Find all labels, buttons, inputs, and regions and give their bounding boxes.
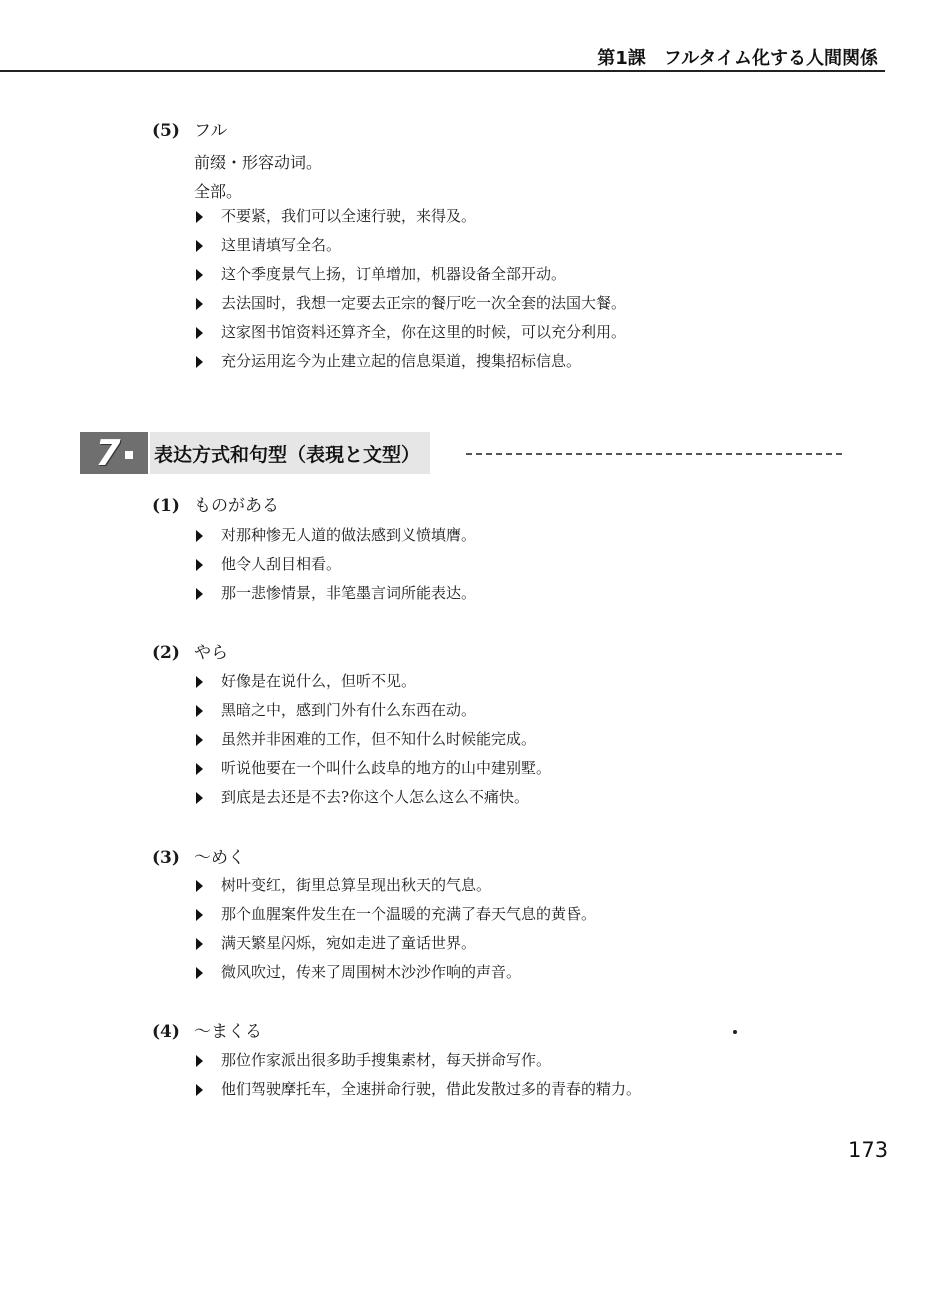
- pattern-heading: [152, 1017, 262, 1042]
- pattern-term: ～めく: [194, 848, 245, 868]
- bullet-icon: [196, 530, 203, 542]
- pattern-term: やら: [194, 643, 228, 663]
- example-item: [196, 521, 476, 550]
- example-text: 这里请填写全名。: [221, 236, 342, 254]
- vocab-heading: [152, 116, 227, 141]
- bullet-icon: [196, 734, 203, 746]
- example-text: 那个血腥案件发生在一个温暖的充满了春天气息的黄昏。: [221, 905, 597, 923]
- vocab-definition: 前缀・形容动词。: [194, 153, 323, 172]
- example-text: 这家图书馆资料还算齐全，你在这里的时候，可以充分利用。: [221, 323, 627, 341]
- example-item: [196, 347, 626, 376]
- example-item: [196, 871, 596, 900]
- chapter-title: 第1課 フルタイム化する人間関係: [597, 48, 878, 69]
- example-item: [196, 754, 551, 783]
- example-text: 对那种惨无人道的做法感到义愤填膺。: [221, 526, 477, 544]
- pattern-heading: [152, 638, 228, 663]
- example-text: 好像是在说什么，但听不见。: [221, 672, 417, 690]
- bullet-icon: [196, 356, 203, 368]
- example-item: [196, 1046, 641, 1075]
- example-text: 不要紧，我们可以全速行驶，来得及。: [221, 207, 477, 225]
- pattern-number: (4): [152, 1022, 180, 1042]
- section-dash-rule: [466, 453, 842, 455]
- page-number: 173: [848, 1138, 889, 1162]
- bullet-icon: [196, 588, 203, 600]
- example-item: [196, 318, 626, 347]
- vocab-meaning: 全部。: [194, 182, 243, 201]
- vocab-number: (5): [152, 121, 180, 141]
- bullet-icon: [196, 967, 203, 979]
- bullet-icon: [196, 269, 203, 281]
- example-item: [196, 579, 476, 608]
- bullet-icon: [196, 211, 203, 223]
- section-title: 表达方式和句型（表現と文型）: [150, 432, 430, 474]
- example-item: [196, 550, 476, 579]
- ink-dot: [733, 1030, 737, 1034]
- bullet-icon: [196, 559, 203, 571]
- example-text: 他令人刮目相看。: [221, 555, 342, 573]
- example-item: [196, 1075, 641, 1104]
- pattern-number: (1): [152, 496, 180, 516]
- example-item: [196, 202, 626, 231]
- example-item: [196, 900, 596, 929]
- example-text: 到底是去还是不去?你这个人怎么这么不痛快。: [221, 788, 530, 806]
- example-item: [196, 667, 551, 696]
- example-item: [196, 783, 551, 812]
- example-text: 充分运用迄今为止建立起的信息渠道，搜集招标信息。: [221, 352, 582, 370]
- pattern-heading: [152, 843, 245, 868]
- example-item: [196, 260, 626, 289]
- bullet-icon: [196, 676, 203, 688]
- pattern-heading: [152, 491, 279, 516]
- pattern-example-list: [196, 667, 551, 812]
- example-text: 去法国时，我想一定要去正宗的餐厅吃一次全套的法国大餐。: [221, 294, 627, 312]
- example-text: 树叶变红，街里总算呈现出秋天的气息。: [221, 876, 492, 894]
- pattern-number: (3): [152, 848, 180, 868]
- pattern-example-list: [196, 1046, 641, 1104]
- section-number: 7: [95, 432, 119, 474]
- bullet-icon: [196, 763, 203, 775]
- example-text: 微风吹过，传来了周围树木沙沙作响的声音。: [221, 963, 522, 981]
- example-item: [196, 958, 596, 987]
- bullet-icon: [196, 792, 203, 804]
- example-item: [196, 696, 551, 725]
- example-item: [196, 231, 626, 260]
- vocab-term: フル: [194, 121, 228, 141]
- bullet-icon: [196, 1084, 203, 1096]
- pattern-term: ものがある: [194, 496, 279, 516]
- bullet-icon: [196, 909, 203, 921]
- bullet-icon: [196, 1055, 203, 1067]
- example-text: 黑暗之中，感到门外有什么东西在动。: [221, 701, 477, 719]
- bullet-icon: [196, 880, 203, 892]
- pattern-example-list: [196, 871, 596, 987]
- header-rule: [0, 70, 885, 72]
- pattern-number: (2): [152, 643, 180, 663]
- example-text: 听说他要在一个叫什么歧阜的地方的山中建别墅。: [221, 759, 552, 777]
- section-number-badge: [80, 432, 148, 474]
- example-text: 他们驾驶摩托车，全速拼命行驶，借此发散过多的青春的精力。: [221, 1080, 642, 1098]
- example-text: 那位作家派出很多助手搜集素材，每天拼命写作。: [221, 1051, 552, 1069]
- bullet-icon: [196, 705, 203, 717]
- bullet-icon: [196, 298, 203, 310]
- example-text: 那一悲惨情景，非笔墨言词所能表达。: [221, 584, 477, 602]
- example-text: 虽然并非困难的工作，但不知什么时候能完成。: [221, 730, 537, 748]
- bullet-icon: [196, 327, 203, 339]
- bullet-icon: [196, 938, 203, 950]
- example-item: [196, 725, 551, 754]
- example-text: 满天繁星闪烁，宛如走进了童话世界。: [221, 934, 477, 952]
- bullet-icon: [196, 240, 203, 252]
- square-icon: [125, 451, 133, 459]
- example-text: 这个季度景气上扬，订单增加，机器设备全部开动。: [221, 265, 567, 283]
- vocab-example-list: [196, 202, 626, 376]
- pattern-example-list: [196, 521, 476, 608]
- example-item: [196, 289, 626, 318]
- example-item: [196, 929, 596, 958]
- pattern-term: ～まくる: [194, 1022, 262, 1042]
